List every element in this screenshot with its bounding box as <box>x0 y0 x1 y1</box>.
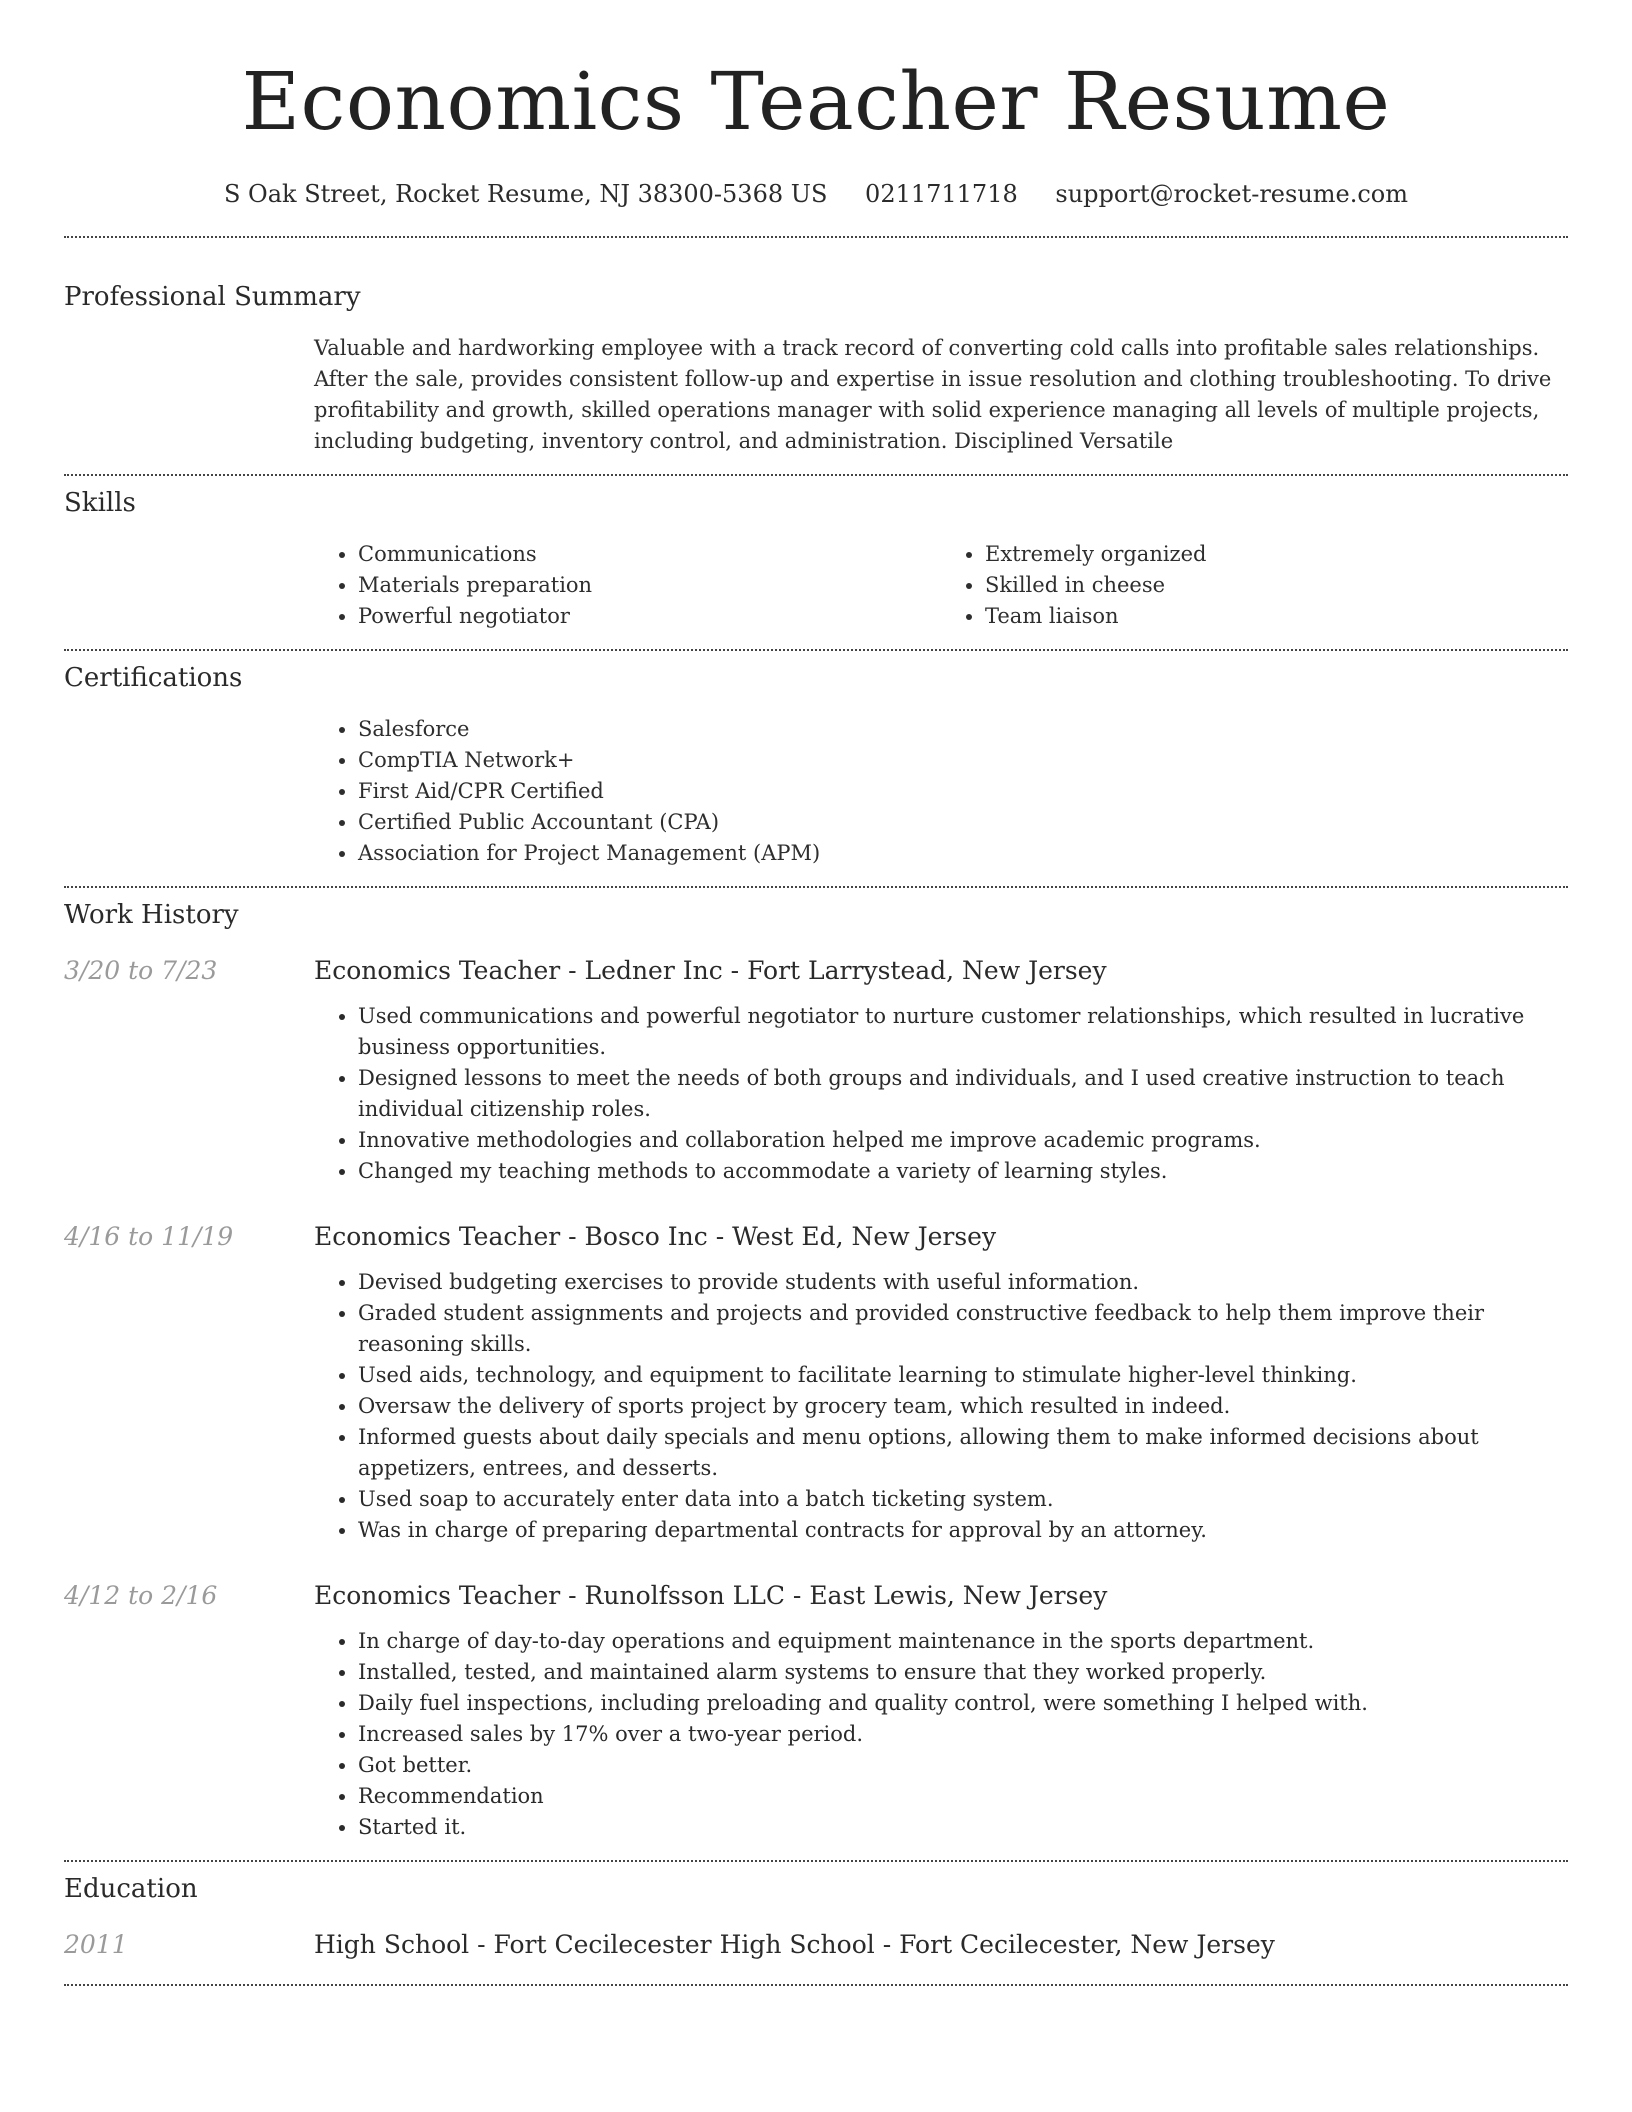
page-title: Economics Teacher Resume <box>241 55 1391 148</box>
work-history-section <box>64 898 1568 1843</box>
certification-item: • Salesforce <box>358 714 1568 745</box>
skills-list <box>314 539 1568 632</box>
job-bullet: • Started it. <box>358 1812 1568 1843</box>
job-dates: 4/16 to 11/19 <box>64 1222 234 1251</box>
contact-info <box>64 178 1568 210</box>
skill-item: • Extremely organized <box>985 539 1568 570</box>
job-title: Economics Teacher - Ledner Inc - Fort Larrystead, New Jersey <box>314 956 1107 985</box>
skills-heading: Skills <box>64 488 136 518</box>
education-section <box>64 1872 1568 1962</box>
education-title: High School - Fort Cecilecester High School - Fort Cecilecester, New Jersey <box>314 1930 1275 1959</box>
contact-email: support@rocket-resume.com <box>1055 180 1409 208</box>
job-bullet: • Got better. <box>358 1750 1568 1781</box>
resume-page <box>64 0 1568 1986</box>
skill-item: • Communications <box>358 539 941 570</box>
contact-phone: 0211711718 <box>865 180 1018 208</box>
skills-column-right <box>941 539 1568 632</box>
skill-item: • Materials preparation <box>358 570 941 601</box>
section-divider <box>64 1860 1568 1862</box>
section-divider <box>64 649 1568 651</box>
job-bullet: • Changed my teaching methods to accommodate a variety of learning styles. <box>358 1156 1568 1187</box>
certification-item: • Association for Project Management (APM) <box>358 838 1568 869</box>
skill-item: • Team liaison <box>985 601 1568 632</box>
job-entry <box>64 1220 1568 1546</box>
job-entry <box>64 954 1568 1187</box>
certification-item: • First Aid/CPR Certified <box>358 776 1568 807</box>
job-bullet: • Used soap to accurately enter data into a batch ticketing system. <box>358 1484 1568 1515</box>
job-title: Economics Teacher - Bosco Inc - West Ed, New Jersey <box>314 1222 997 1251</box>
education-entry <box>64 1928 1568 1962</box>
job-bullet: • Graded student assignments and projects and provided constructive feedback to help them improve their reasoning skills. <box>358 1298 1568 1360</box>
certifications-list <box>314 714 1568 869</box>
job-bullet: • Designed lessons to meet the needs of both groups and individuals, and I used creative instruction to teach individual citizenship roles. <box>358 1063 1568 1125</box>
work-history-heading: Work History <box>64 900 239 930</box>
job-bullets <box>314 1267 1568 1546</box>
job-bullets <box>314 1001 1568 1187</box>
section-divider <box>64 1984 1568 1986</box>
job-bullet: • Innovative methodologies and collaboration helped me improve academic programs. <box>358 1125 1568 1156</box>
job-bullet: • Installed, tested, and maintained alarm systems to ensure that they worked properly. <box>358 1657 1568 1688</box>
skills-column-left <box>314 539 941 632</box>
job-dates: 4/12 to 2/16 <box>64 1581 218 1610</box>
job-bullets <box>314 1626 1568 1843</box>
job-bullet: • Informed guests about daily specials and menu options, allowing them to make informed decisions about appetizers, entrees, and desserts. <box>358 1422 1568 1484</box>
contact-address: S Oak Street, Rocket Resume, NJ 38300-5368 US <box>223 180 828 208</box>
job-bullet: • Used aids, technology, and equipment to facilitate learning to stimulate higher-level thinking. <box>358 1360 1568 1391</box>
job-bullet: • Recommendation <box>358 1781 1568 1812</box>
summary-heading: Professional Summary <box>64 282 361 312</box>
certifications-section <box>64 661 1568 869</box>
job-dates: 3/20 to 7/23 <box>64 956 218 985</box>
skill-item: • Powerful negotiator <box>358 601 941 632</box>
certification-item: • CompTIA Network+ <box>358 745 1568 776</box>
job-entry <box>64 1579 1568 1843</box>
education-heading: Education <box>64 1874 198 1904</box>
job-bullet: • Daily fuel inspections, including preloading and quality control, were something I helped with. <box>358 1688 1568 1719</box>
job-bullet: • In charge of day-to-day operations and equipment maintenance in the sports department. <box>358 1626 1568 1657</box>
job-bullet: • Used communications and powerful negotiator to nurture customer relationships, which resulted in lucrative business opportunities. <box>358 1001 1568 1063</box>
certifications-heading: Certifications <box>64 663 243 693</box>
job-title: Economics Teacher - Runolfsson LLC - East Lewis, New Jersey <box>314 1581 1108 1610</box>
job-bullet: • Oversaw the delivery of sports project by grocery team, which resulted in indeed. <box>358 1391 1568 1422</box>
section-divider <box>64 236 1568 238</box>
skills-section <box>64 486 1568 632</box>
job-bullet: • Devised budgeting exercises to provide students with useful information. <box>358 1267 1568 1298</box>
summary-section <box>64 280 1568 457</box>
skill-item: • Skilled in cheese <box>985 570 1568 601</box>
section-divider <box>64 886 1568 888</box>
summary-text: Valuable and hardworking employee with a track record of converting cold calls into profitable sales relationships. After the sale, provides consistent follow-up and expertise in issue resolution and clothing troubleshooting. To drive profitability and growth, skilled operations manager with solid experience managing all levels of multiple projects, including budgeting, inventory control, and administration. Disciplined Versatile <box>314 336 1552 453</box>
certification-item: • Certified Public Accountant (CPA) <box>358 807 1568 838</box>
job-bullet: • Increased sales by 17% over a two-year period. <box>358 1719 1568 1750</box>
job-bullet: • Was in charge of preparing departmental contracts for approval by an attorney. <box>358 1515 1568 1546</box>
section-divider <box>64 474 1568 476</box>
education-dates: 2011 <box>64 1930 128 1959</box>
